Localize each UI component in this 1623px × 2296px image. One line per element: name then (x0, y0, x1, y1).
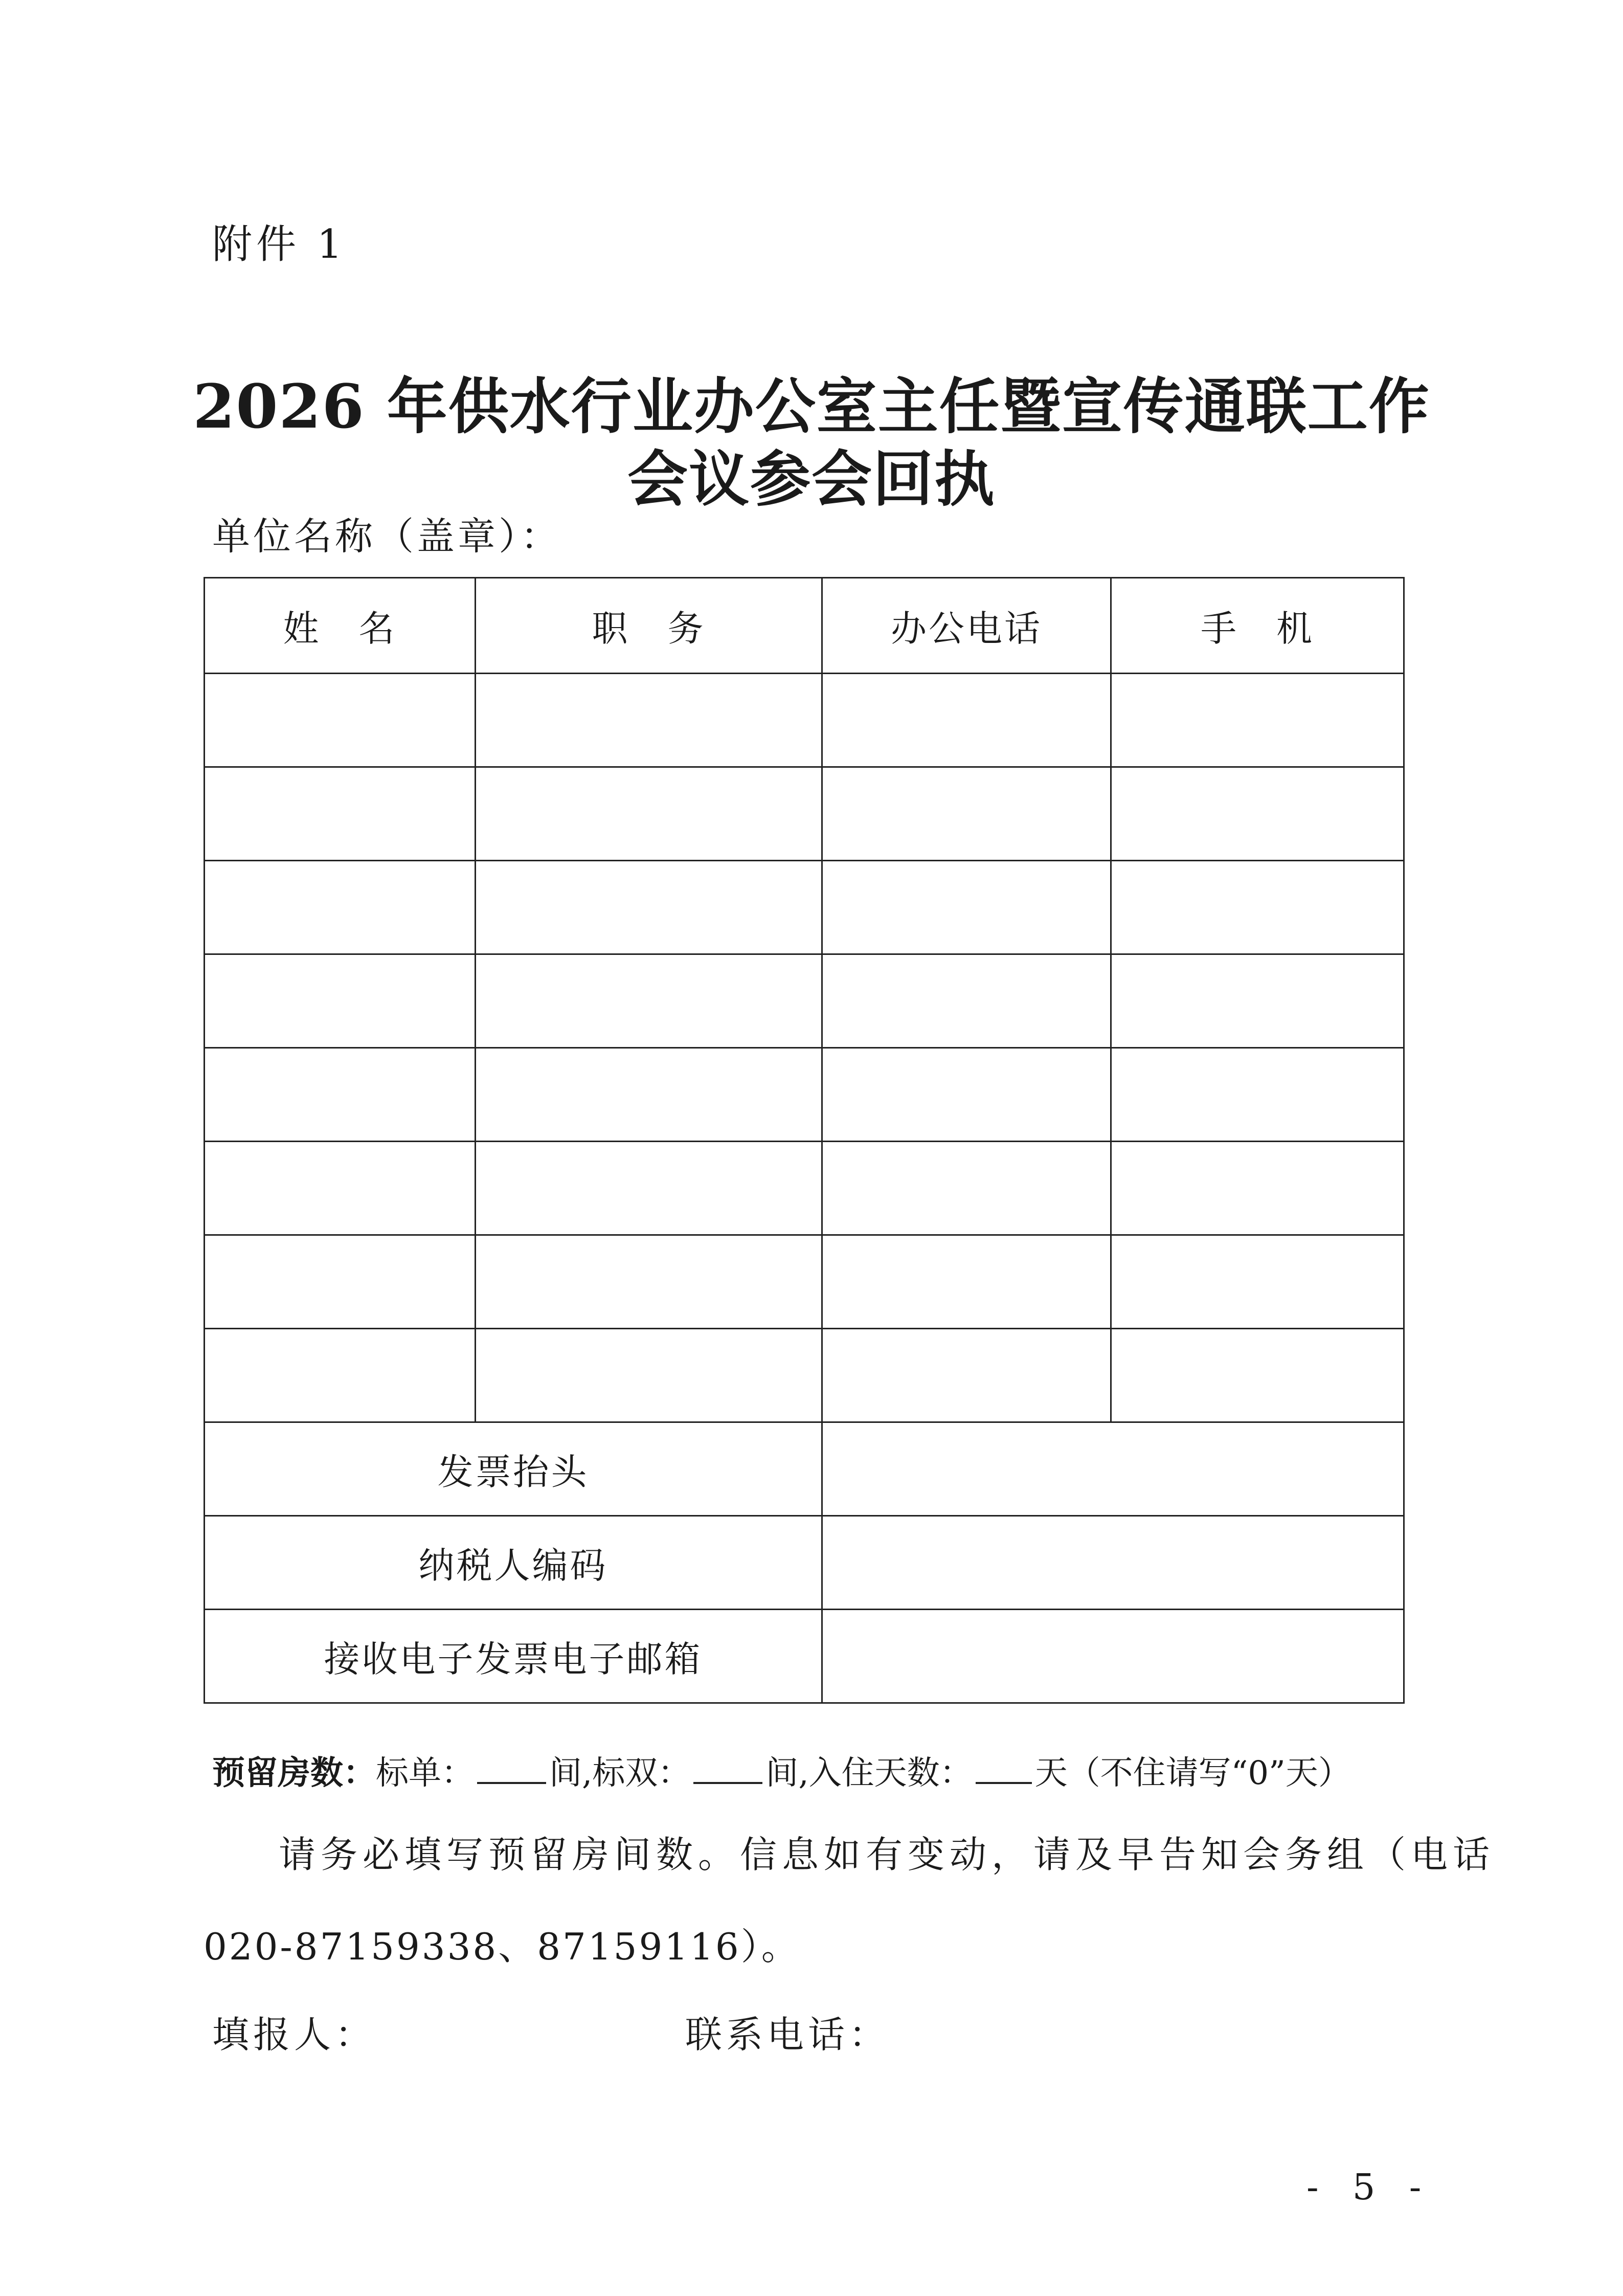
page-title-line1: 2026 年供水行业办公室主任暨宣传通联工作 (193, 371, 1430, 442)
cell-office-phone[interactable] (822, 674, 1111, 767)
cell-mobile[interactable] (1111, 954, 1404, 1048)
double-room-blank[interactable] (693, 1751, 762, 1784)
cell-mobile[interactable] (1111, 767, 1404, 861)
cell-name[interactable] (205, 674, 476, 767)
cell-mobile[interactable] (1111, 674, 1404, 767)
cell-position[interactable] (476, 1329, 822, 1422)
stay-days-suffix: 天（不住请写“0”天） (1034, 1754, 1351, 1792)
single-room-unit: 间, (549, 1754, 593, 1792)
cell-name[interactable] (205, 1048, 476, 1142)
single-room-blank[interactable] (477, 1751, 546, 1784)
cell-position[interactable] (476, 954, 822, 1048)
unit-name-label: 单位名称（盖章）： (212, 515, 561, 559)
table-row (205, 1048, 1404, 1142)
table-row (205, 767, 1404, 861)
table-row (205, 954, 1404, 1048)
cell-mobile[interactable] (1111, 1142, 1404, 1235)
invoice-row-label: 纳税人编码 (205, 1516, 822, 1610)
double-room-label: 标双： (592, 1754, 691, 1792)
invoice-row (205, 1422, 1404, 1516)
single-room-label: 标单： (376, 1754, 474, 1792)
stay-days-blank[interactable] (976, 1751, 1032, 1784)
invoice-row-value[interactable] (822, 1422, 1404, 1516)
cell-office-phone[interactable] (822, 767, 1111, 861)
room-reservation-label: 预留房数： (212, 1754, 376, 1792)
cell-position[interactable] (476, 1235, 822, 1329)
cell-position[interactable] (476, 674, 822, 767)
cell-office-phone[interactable] (822, 861, 1111, 954)
invoice-row-value[interactable] (822, 1610, 1404, 1703)
page-title-line2: 会议参会回执 (627, 443, 996, 515)
cell-name[interactable] (205, 1235, 476, 1329)
cell-office-phone[interactable] (822, 954, 1111, 1048)
invoice-row-value[interactable] (822, 1516, 1404, 1610)
table-row (205, 1235, 1404, 1329)
cell-office-phone[interactable] (822, 1329, 1111, 1422)
table-row (205, 861, 1404, 954)
cell-office-phone[interactable] (822, 1048, 1111, 1142)
invoice-row (205, 1516, 1404, 1610)
cell-mobile[interactable] (1111, 1235, 1404, 1329)
header-position: 职 务 (476, 578, 822, 674)
invoice-row-label: 接收电子发票电子邮箱 (205, 1610, 822, 1703)
cell-name[interactable] (205, 767, 476, 861)
invoice-row-label: 发票抬头 (205, 1422, 822, 1516)
cell-office-phone[interactable] (822, 1235, 1111, 1329)
cell-position[interactable] (476, 1142, 822, 1235)
table-row (205, 1142, 1404, 1235)
table-row (205, 1329, 1404, 1422)
header-mobile: 手 机 (1111, 578, 1404, 674)
stay-days-label: 入住天数： (808, 1754, 973, 1792)
page-number: - 5 - (1306, 2166, 1433, 2208)
table-header-row (205, 578, 1404, 674)
header-office-phone: 办公电话 (822, 578, 1111, 674)
note-line2: 020-87159338、87159116）。 (204, 1925, 800, 1968)
cell-name[interactable] (205, 1142, 476, 1235)
cell-position[interactable] (476, 861, 822, 954)
room-reservation-line (212, 1747, 1351, 1794)
cell-name[interactable] (205, 861, 476, 954)
registration-table (204, 577, 1405, 1704)
header-name: 姓 名 (205, 578, 476, 674)
double-room-unit: 间, (765, 1754, 809, 1792)
invoice-row (205, 1610, 1404, 1703)
contact-phone-label: 联系电话： (685, 2013, 890, 2056)
cell-position[interactable] (476, 1048, 822, 1142)
cell-mobile[interactable] (1111, 1329, 1404, 1422)
table-row (205, 674, 1404, 767)
cell-office-phone[interactable] (822, 1142, 1111, 1235)
note-line1: 请务必填写预留房间数。信息如有变动，请及早告知会务组（电话 (279, 1833, 1495, 1876)
cell-mobile[interactable] (1111, 1048, 1404, 1142)
attachment-label: 附件 1 (212, 221, 347, 268)
cell-name[interactable] (205, 954, 476, 1048)
cell-name[interactable] (205, 1329, 476, 1422)
cell-mobile[interactable] (1111, 861, 1404, 954)
cell-position[interactable] (476, 767, 822, 861)
filler-label: 填报人： (212, 2013, 376, 2056)
